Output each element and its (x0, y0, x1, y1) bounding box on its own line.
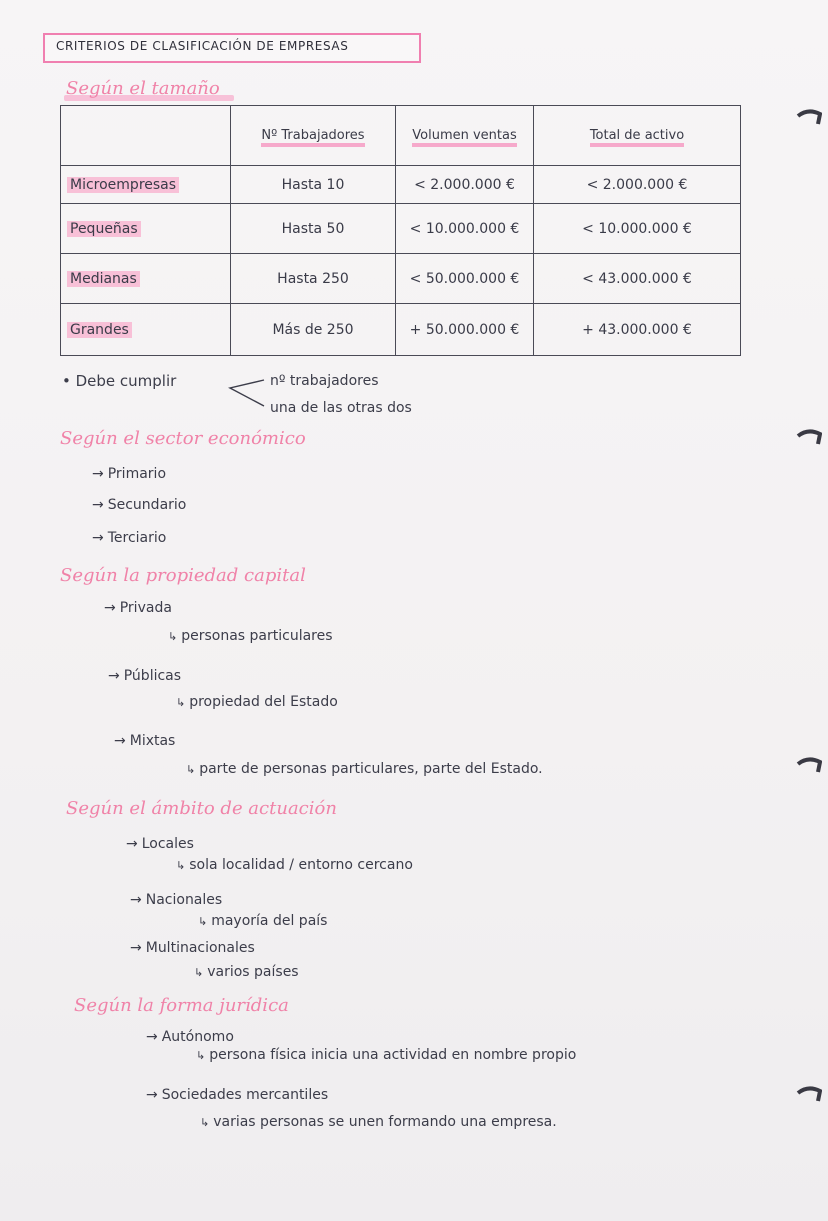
list-item: → Públicas (108, 668, 182, 684)
sub-arrow-icon: ↳ (194, 966, 204, 979)
table-header-cell: Volumen ventas (396, 106, 534, 166)
arrow-icon: → (92, 530, 104, 546)
bracket-icon (226, 376, 266, 410)
table-row-label: Microempresas (61, 166, 231, 204)
arrow-icon: → (130, 892, 142, 908)
table-cell: < 10.000.000 € (396, 204, 534, 254)
list-detail: ↳ parte de personas particulares, parte del Estado. (186, 761, 543, 777)
list-item: → Sociedades mercantiles (146, 1087, 329, 1103)
sub-arrow-icon: ↳ (176, 696, 186, 709)
binder-hole-icon (796, 756, 822, 776)
sub-arrow-icon: ↳ (176, 859, 186, 872)
binder-hole-icon (796, 428, 822, 448)
table-cell: Hasta 10 (231, 166, 396, 204)
note-a: nº trabajadores (270, 373, 379, 389)
list-item: → Multinacionales (130, 940, 255, 956)
list-detail: ↳ sola localidad / entorno cercano (176, 857, 413, 873)
sub-arrow-icon: ↳ (168, 630, 178, 643)
list-item: → Secundario (92, 497, 187, 513)
table-row (61, 254, 741, 304)
list-detail: ↳ personas particulares (168, 628, 333, 644)
list-item: → Privada (104, 600, 172, 616)
table-cell: Hasta 50 (231, 204, 396, 254)
heading-ambito: Según el ámbito de actuación (66, 798, 337, 819)
list-detail: ↳ propiedad del Estado (176, 694, 338, 710)
list-item: → Primario (92, 466, 167, 482)
table-row-label: Medianas (61, 254, 231, 304)
table-cell: < 43.000.000 € (534, 254, 741, 304)
arrow-icon: → (114, 733, 126, 749)
list-detail: ↳ varias personas se unen formando una empresa. (200, 1114, 557, 1130)
heading-forma: Según la forma jurídica (74, 995, 289, 1016)
table-header-cell: Nº Trabajadores (231, 106, 396, 166)
sub-arrow-icon: ↳ (196, 1049, 206, 1062)
table-cell: < 50.000.000 € (396, 254, 534, 304)
list-detail: ↳ mayoría del país (198, 913, 328, 929)
table-cell: + 43.000.000 € (534, 304, 741, 356)
table-cell: Hasta 250 (231, 254, 396, 304)
table-cell: < 10.000.000 € (534, 204, 741, 254)
table-header-cell (61, 106, 231, 166)
list-item: → Nacionales (130, 892, 223, 908)
table-cell: + 50.000.000 € (396, 304, 534, 356)
arrow-icon: → (130, 940, 142, 956)
list-detail: ↳ varios países (194, 964, 299, 980)
sub-arrow-icon: ↳ (186, 763, 196, 776)
arrow-icon: → (92, 466, 104, 482)
note-b: una de las otras dos (270, 400, 412, 416)
list-item: → Terciario (92, 530, 167, 546)
arrow-icon: → (126, 836, 138, 852)
binder-hole-icon (796, 108, 822, 128)
arrow-icon: → (146, 1087, 158, 1103)
table-header-cell: Total de activo (534, 106, 741, 166)
arrow-icon: → (108, 668, 120, 684)
binder-hole-icon (796, 1085, 822, 1105)
table-row-label: Grandes (61, 304, 231, 356)
list-item: → Autónomo (146, 1029, 234, 1045)
heading-tamano: Según el tamaño (66, 78, 220, 99)
list-item: → Locales (126, 836, 194, 852)
arrow-icon: → (92, 497, 104, 513)
table-cell: < 2.000.000 € (534, 166, 741, 204)
heading-sector: Según el sector económico (60, 428, 306, 449)
list-detail: ↳ persona física inicia una actividad en nombre propio (196, 1047, 577, 1063)
page-title: CRITERIOS DE CLASIFICACIÓN DE EMPRESAS (56, 39, 349, 53)
table-cell: Más de 250 (231, 304, 396, 356)
list-item: → Mixtas (114, 733, 176, 749)
table-row (61, 304, 741, 356)
table-row (61, 166, 741, 204)
arrow-icon: → (104, 600, 116, 616)
sub-arrow-icon: ↳ (200, 1116, 210, 1129)
table-row (61, 204, 741, 254)
arrow-icon: → (146, 1029, 158, 1045)
sub-arrow-icon: ↳ (198, 915, 208, 928)
table-cell: < 2.000.000 € (396, 166, 534, 204)
size-table (60, 105, 741, 356)
table-row-label: Pequeñas (61, 204, 231, 254)
heading-propiedad: Según la propiedad capital (60, 565, 306, 586)
note-lead: • Debe cumplir (62, 372, 177, 390)
table-header-row (61, 106, 741, 166)
